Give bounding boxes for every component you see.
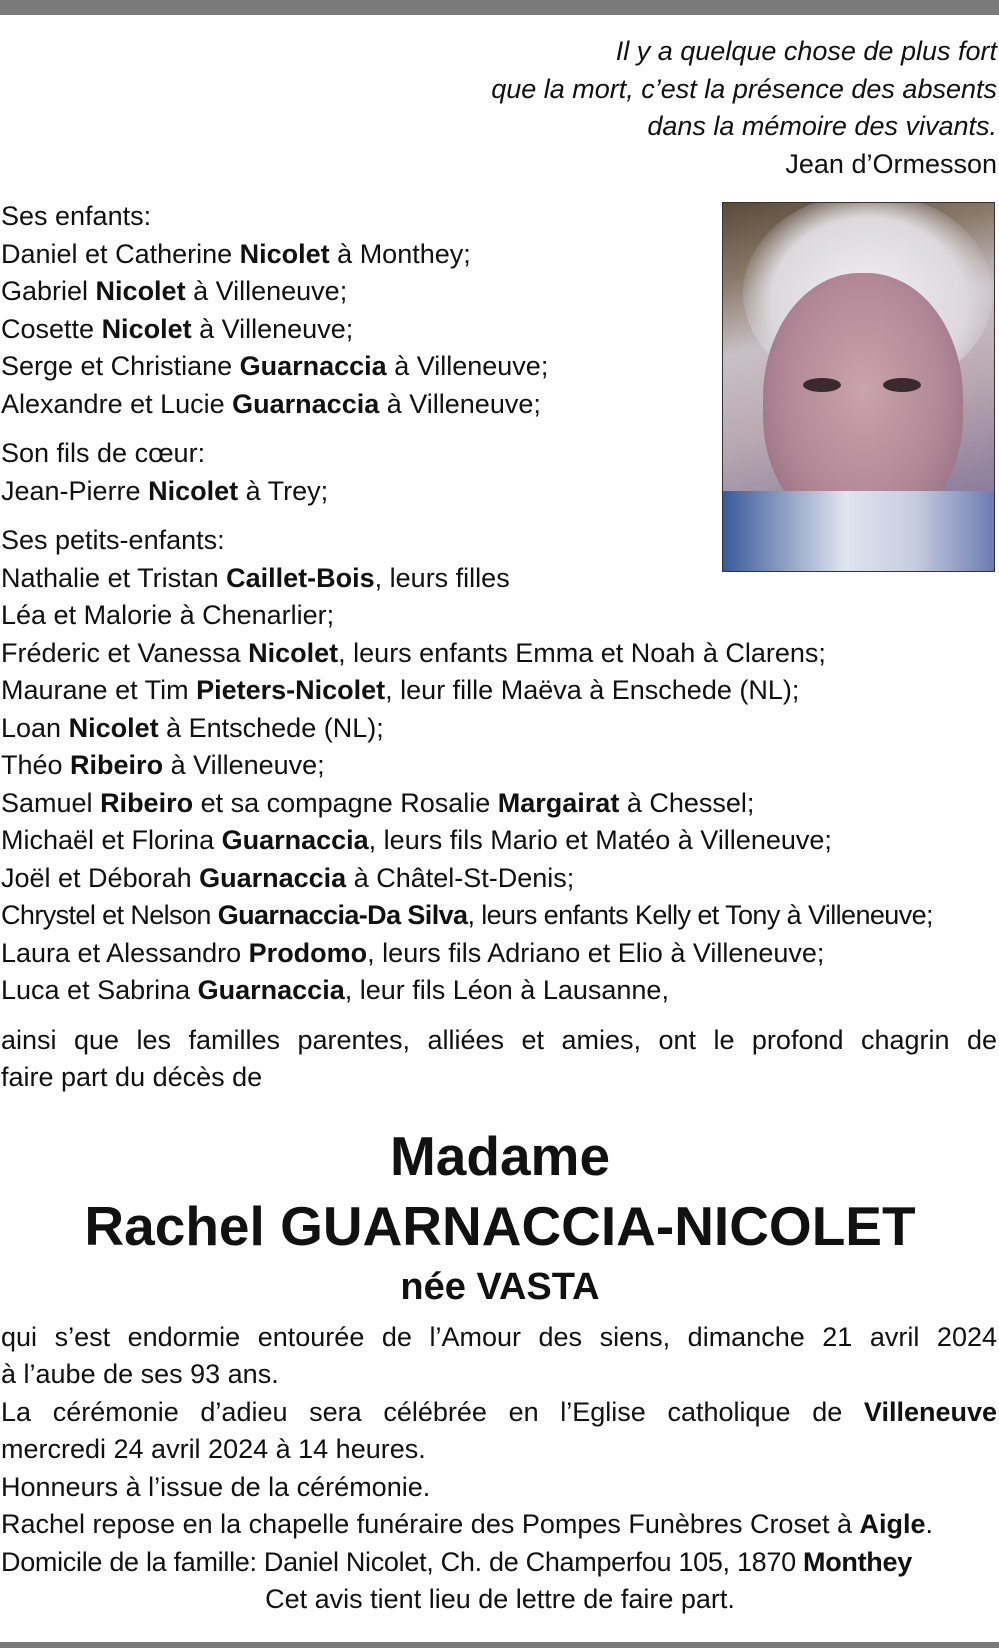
- deceased-name-block: [1, 1121, 999, 1313]
- deceased-name: Rachel GUARNACCIA-NICOLET: [84, 1194, 916, 1257]
- grandchild-row: Samuel Ribeiro et sa compagne Rosalie Margairat à Chessel;: [1, 787, 755, 818]
- grandchild-row: Loan Nicolet à Entschede (NL);: [1, 712, 384, 743]
- grandchild-row: Maurane et Tim Pieters-Nicolet, leur fille Maëva à Enschede (NL);: [1, 675, 800, 705]
- announcement-line: faire part du décès de: [1, 1062, 263, 1092]
- epigraph-quote: [491, 33, 997, 183]
- grandchildren-heading: Ses petits-enfants:: [1, 525, 225, 555]
- quote-line: Il y a quelque chose de plus fort: [615, 36, 997, 66]
- child-row: Alexandre et Lucie Guarnaccia à Villeneuve;: [1, 388, 541, 419]
- child-row: Daniel et Catherine Nicolet à Monthey;: [1, 238, 471, 269]
- obituary-body: [1, 198, 999, 1619]
- child-row: Serge et Christiane Guarnaccia à Villeneuve;: [1, 351, 549, 381]
- grandchild-row: Luca et Sabrina Guarnaccia, leur fils Léon à Lausanne,: [1, 975, 669, 1005]
- detail-line: Domicile de la famille: Daniel Nicolet, Ch. de Champerfou 105, 1870 Monthey: [1, 1546, 912, 1577]
- announcement-line: ainsi que les familles parentes, alliées et amies, ont le profond chagrin de: [1, 1024, 997, 1055]
- heart-son-heading: Son fils de cœur:: [1, 438, 206, 468]
- detail-line: La cérémonie d’adieu sera célébrée en l’Eglise catholique de Villeneuve: [1, 1396, 997, 1427]
- grandchild-row: Joël et Déborah Guarnaccia à Châtel-St-Denis;: [1, 862, 575, 893]
- deceased-title: Madame: [389, 1124, 611, 1187]
- detail-line: Honneurs à l’issue de la cérémonie.: [1, 1471, 431, 1502]
- quote-line: que la mort, c’est la présence des absents: [491, 73, 997, 104]
- child-row: Gabriel Nicolet à Villeneuve;: [1, 276, 348, 306]
- grandchild-row: Laura et Alessandro Prodomo, leurs fils Adriano et Elio à Villeneuve;: [1, 937, 825, 968]
- top-rule: [0, 0, 999, 15]
- detail-line: à l’aube de ses 93 ans.: [1, 1359, 279, 1389]
- grandchild-row: Théo Ribeiro à Villeneuve;: [1, 750, 325, 780]
- detail-line: Rachel repose en la chapelle funéraire des Pompes Funèbres Croset à Aigle.: [1, 1509, 934, 1539]
- child-row: Cosette Nicolet à Villeneuve;: [1, 313, 354, 344]
- grandchild-row: Chrystel et Nelson Guarnaccia-Da Silva, leurs enfants Kelly et Tony à Villeneuve;: [1, 900, 933, 930]
- deceased-maiden-name: née VASTA: [400, 1265, 600, 1308]
- grandchild-row: Michaël et Florina Guarnaccia, leurs fils Mario et Matéo à Villeneuve;: [1, 825, 832, 855]
- quote-line: dans la mémoire des vivants.: [647, 111, 997, 141]
- grandchild-row: Fréderic et Vanessa Nicolet, leurs enfants Emma et Noah à Clarens;: [1, 637, 826, 668]
- heart-son-row: Jean-Pierre Nicolet à Trey;: [1, 475, 329, 506]
- detail-line: mercredi 24 avril 2024 à 14 heures.: [1, 1434, 426, 1464]
- quote-author: Jean d’Ormesson: [785, 148, 997, 179]
- children-heading: Ses enfants:: [1, 201, 152, 231]
- grandchild-row: Nathalie et Tristan Caillet-Bois, leurs filles: [1, 562, 510, 593]
- grandchild-row: Léa et Malorie à Chenarlier;: [1, 600, 335, 630]
- bottom-rule: [0, 1642, 999, 1648]
- detail-line: qui s’est endormie entourée de l’Amour des siens, dimanche 21 avril 2024: [1, 1321, 997, 1352]
- closing-note: Cet avis tient lieu de lettre de faire part.: [265, 1584, 735, 1614]
